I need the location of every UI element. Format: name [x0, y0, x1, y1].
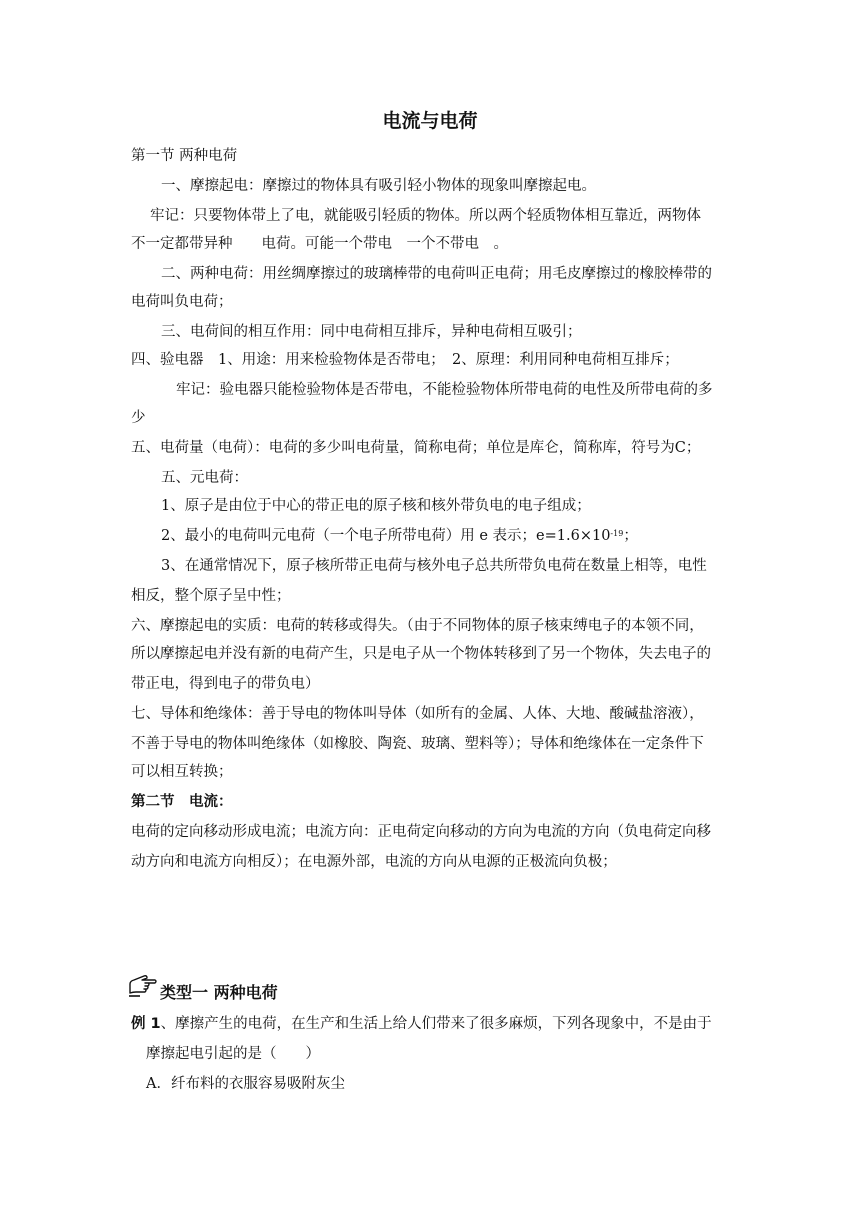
para-two-charges: 二、两种电荷：用丝绸摩擦过的玻璃棒带的电荷叫正电荷；用毛皮摩擦过的橡胶棒带的	[161, 266, 712, 282]
example-text: 、摩擦产生的电荷，在生产和生活上给人们带来了很多麻烦，下列各现象中，不是由于	[160, 1016, 712, 1032]
para-conductor-cont-2: 可以相互转换；	[131, 764, 233, 780]
min-charge-end: ；	[623, 528, 638, 544]
option-a: A．纤布料的衣服容易吸附灰尘	[146, 1076, 345, 1092]
document-title: 电流与电荷	[382, 110, 478, 132]
para-remember-1: 牢记：只要物体带上了电，就能吸引轻质的物体。所以两个轻质物体相互靠近，两物体	[150, 208, 701, 224]
example-1	[131, 1014, 712, 1034]
para-friction-charging: 一、摩擦起电：摩擦过的物体具有吸引轻小物体的现象叫摩擦起电。	[161, 178, 596, 194]
para-remember-2-cont: 少	[131, 410, 146, 426]
para-atom-structure: 1、原子是由位于中心的带正电的原子核和核外带负电的电子组成；	[161, 498, 591, 514]
para-remember-2: 牢记：验电器只能检验物体是否带电，不能检验物体所带电荷的电性及所带电荷的多	[176, 382, 713, 398]
para-conductor-cont-1: 不善于导电的物体叫绝缘体（如橡胶、陶瓷、玻璃、塑料等）；导体和绝缘体在一定条件下	[131, 736, 704, 752]
para-neutral-cont: 相反，整个原子呈中性；	[131, 588, 291, 604]
section1-heading: 第一节 两种电荷	[131, 148, 238, 164]
para-current-cont: 动方向和电流方向相反）；在电源外部，电流的方向从电源的正极流向负极；	[131, 854, 617, 870]
min-charge-text: 2、最小的电荷叫元电荷（一个电子所带电荷）用 e 表示；e=1.6×10	[161, 528, 611, 544]
type1-heading: 类型一 两种电荷	[160, 983, 278, 1002]
para-elementary-charge: 五、元电荷：	[161, 470, 248, 486]
para-remember-1-cont: 不一定都带异种 电荷。可能一个带电 一个不带电 。	[131, 236, 508, 252]
section2-heading: 第二节 电流：	[131, 794, 233, 810]
example-1-cont: 摩擦起电引起的是（ ）	[146, 1046, 320, 1062]
para-neutral: 3、在通常情况下，原子核所带正电荷与核外电子总共所带负电荷在数量上相等，电性	[161, 558, 707, 574]
para-essence-cont-2: 带正电，得到电子的带负电）	[131, 676, 320, 692]
para-interaction: 三、电荷间的相互作用：同中电荷相互排斥，异种电荷相互吸引；	[161, 324, 582, 340]
para-conductor: 七、导体和绝缘体：善于导电的物体叫导体（如所有的金属、人体、大地、酸碱盐溶液），	[131, 706, 704, 722]
para-charge-quantity: 五、电荷量（电荷）：电荷的多少叫电荷量，简称电荷；单位是库仑，简称库，符号为C；	[131, 440, 701, 456]
para-essence-cont-1: 所以摩擦起电并没有新的电荷产生，只是电子从一个物体转移到了另一个物体，失去电子的	[131, 646, 711, 662]
para-electroscope: 四、验电器 1、用途：用来检验物体是否带电； 2、原理：利用同种电荷相互排斥；	[131, 352, 679, 368]
pointing-hand-icon	[128, 973, 158, 997]
para-essence: 六、摩擦起电的实质：电荷的转移或得失。（由于不同物体的原子核束缚电子的本领不同，	[131, 618, 704, 634]
para-current: 电荷的定向移动形成电流；电流方向：正电荷定向移动的方向为电流的方向（负电荷定向移	[131, 824, 711, 840]
para-min-charge	[161, 526, 638, 546]
para-two-charges-cont: 电荷叫负电荷；	[131, 294, 233, 310]
example-label: 例 1	[131, 1016, 161, 1032]
exponent: -19	[610, 529, 624, 538]
